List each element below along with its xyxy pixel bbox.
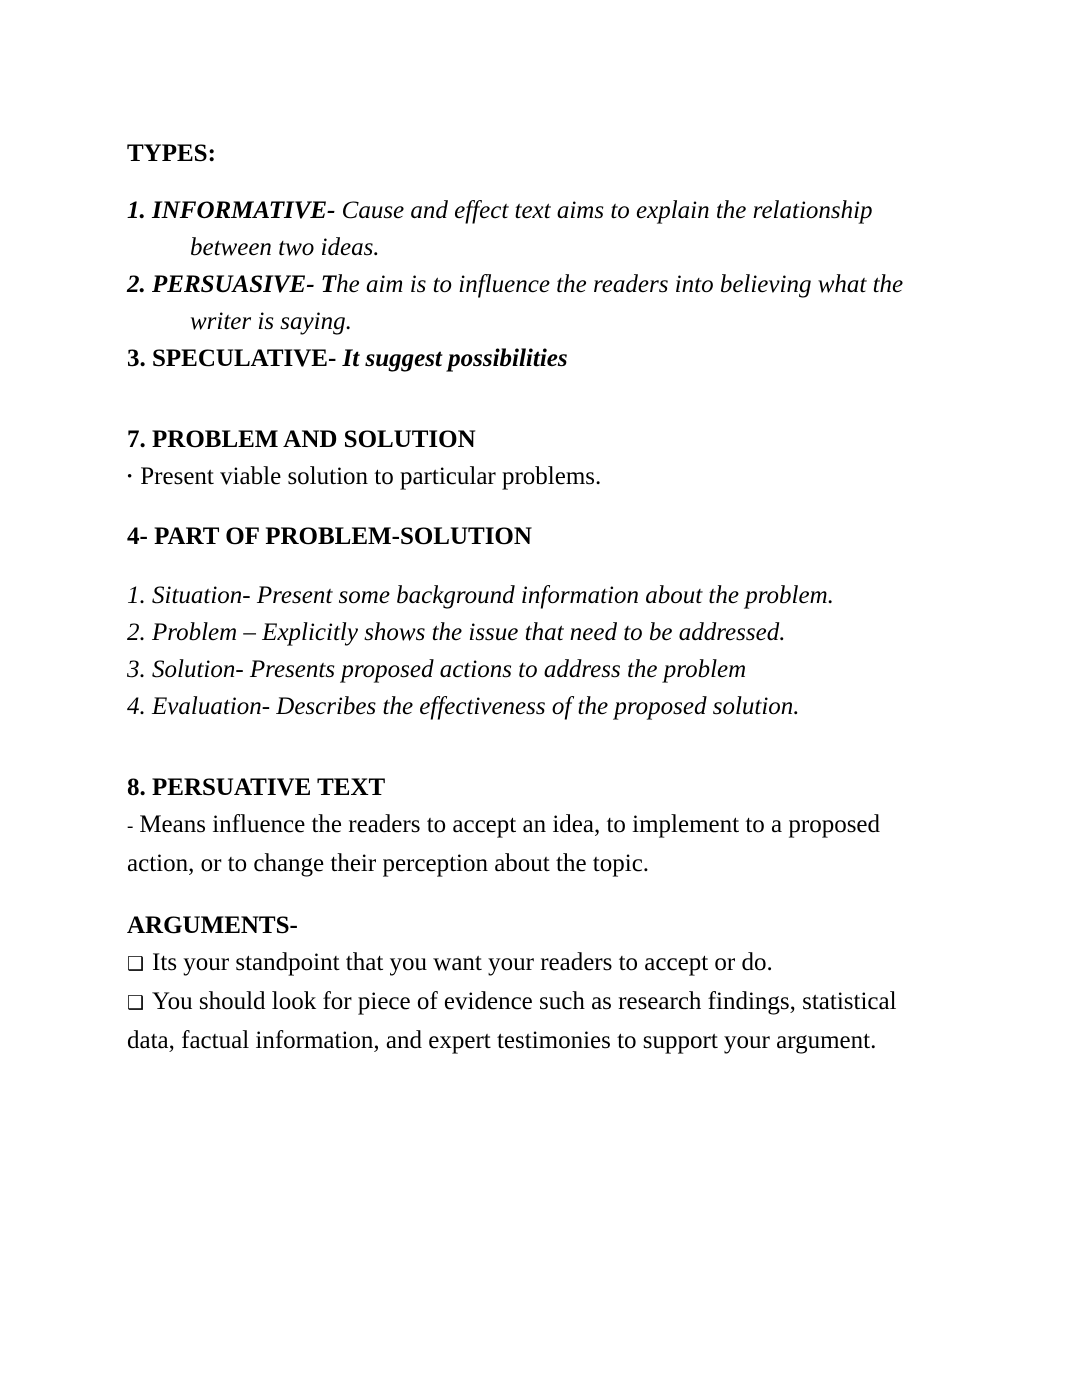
types-item-text: It suggest possibilities xyxy=(342,345,568,372)
persuasive-text-section xyxy=(127,769,948,882)
four-part-item-situation: 1. Situation- Present some background information about the problem. xyxy=(127,582,834,609)
types-item-text: he aim is to influence the readers into believing what the writer is saying. xyxy=(190,271,904,335)
problem-solution-bullet-line xyxy=(127,458,948,496)
types-item-lead: 2. PERSUASIVE- T xyxy=(127,271,337,298)
four-part-list xyxy=(127,577,948,725)
arguments-heading: ARGUMENTS- xyxy=(127,912,298,939)
dash-bullet-icon: - xyxy=(127,816,134,837)
arguments-item-text: You should look for piece of evidence such as research findings, statistical data, factual information, and expert testimonies to support your argument. xyxy=(127,988,897,1054)
bullet-dot-icon: • xyxy=(127,469,133,485)
types-item-lead: 1. INFORMATIVE- xyxy=(127,197,342,224)
checkbox-bullet-icon: ❑ xyxy=(127,993,145,1014)
arguments-section xyxy=(127,907,948,1059)
types-item-lead: 3. SPECULATIVE- xyxy=(127,345,343,372)
persuasive-text-paragraph xyxy=(127,806,948,882)
types-item-persuasive xyxy=(127,266,948,340)
arguments-item xyxy=(127,944,948,983)
four-part-heading: 4- PART OF PROBLEM-SOLUTION xyxy=(127,523,532,550)
four-part-item-problem: 2. Problem – Explicitly shows the issue that need to be addressed. xyxy=(127,619,786,646)
problem-solution-heading: 7. PROBLEM AND SOLUTION xyxy=(127,426,476,453)
four-part-item-solution: 3. Solution- Presents proposed actions to address the problem xyxy=(127,656,747,683)
types-list xyxy=(127,192,948,377)
arguments-item xyxy=(127,983,948,1059)
problem-solution-section xyxy=(127,421,948,496)
four-part-section xyxy=(127,518,948,725)
types-item-text: Cause and effect text aims to explain the relationship between two ideas. xyxy=(190,197,873,261)
arguments-item-text: Its your standpoint that you want your readers to accept or do. xyxy=(152,949,773,976)
persuasive-text-heading: 8. PERSUATIVE TEXT xyxy=(127,774,386,801)
types-item-informative xyxy=(127,192,948,266)
types-heading: TYPES: xyxy=(127,140,216,167)
persuasive-text-body: Means influence the readers to accept an idea, to implement to a proposed action, or to change their perception about the topic. xyxy=(127,811,881,877)
problem-solution-text: Present viable solution to particular problems. xyxy=(140,463,602,490)
four-part-item-evaluation: 4. Evaluation- Describes the effectiveness of the proposed solution. xyxy=(127,693,800,720)
types-item-speculative xyxy=(127,340,948,377)
checkbox-bullet-icon: ❑ xyxy=(127,954,145,975)
